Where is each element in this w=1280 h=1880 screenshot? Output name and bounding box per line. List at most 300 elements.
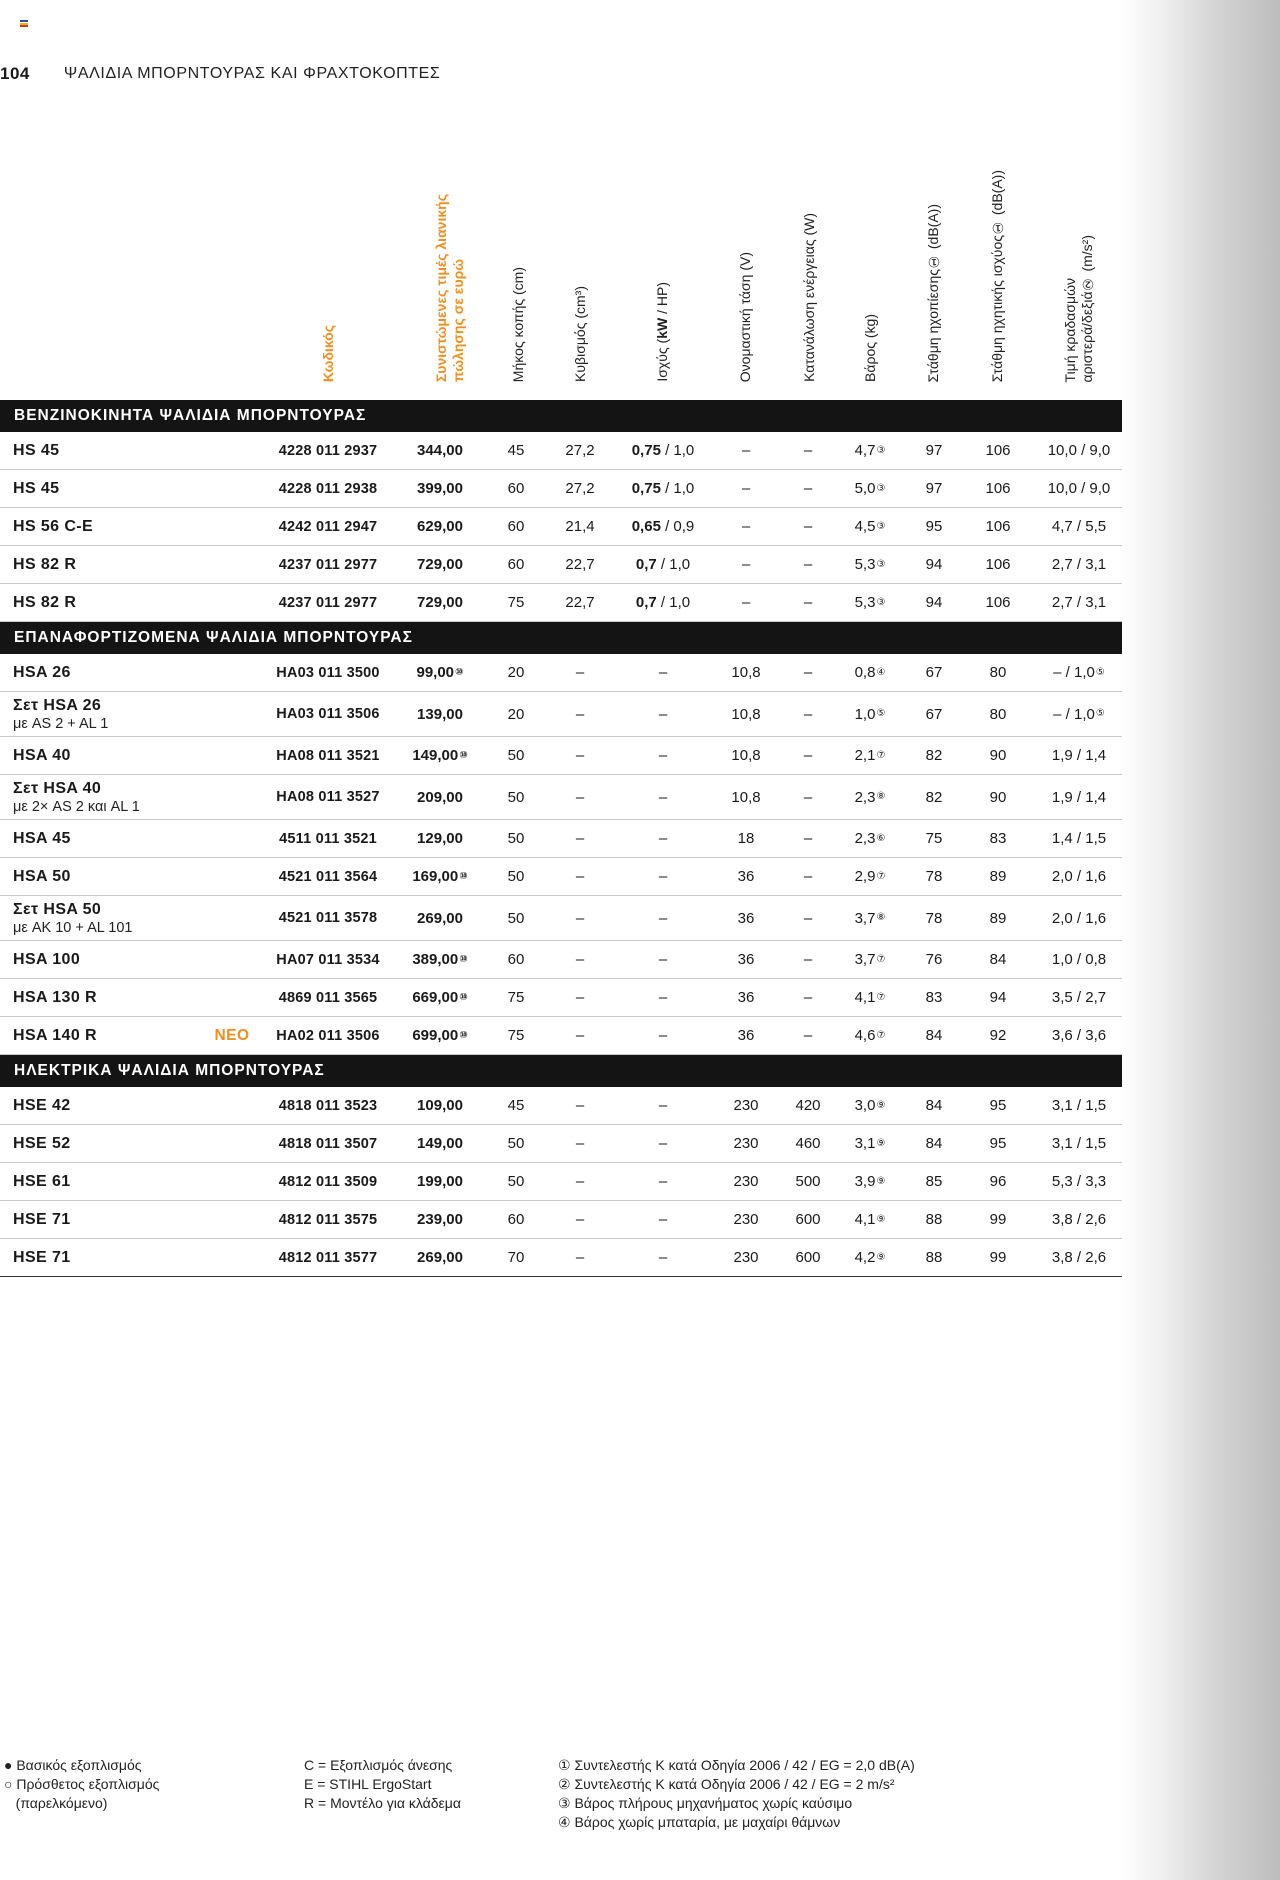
- power-kw: 0,75: [631, 480, 661, 497]
- power-cell: [618, 1201, 708, 1238]
- footer-legend-letters: [304, 1756, 461, 1813]
- vibration-value: 10,0 / 9,0: [1047, 442, 1111, 459]
- model-name: Σετ HSA 40: [13, 779, 102, 797]
- footnote: ③ Βάρος πλήρους μηχανήματος χωρίς καύσιμο: [558, 1795, 853, 1811]
- vibration-value: 1,4 / 1,5: [1051, 830, 1107, 847]
- model-cell: [13, 1163, 71, 1200]
- weight-cell: 3,9 ⑨: [854, 1173, 886, 1190]
- vibration-cell: [1034, 737, 1124, 774]
- power-hp: –: [658, 909, 668, 927]
- rated-voltage: –: [741, 556, 751, 573]
- cutting-length: 60: [507, 1211, 525, 1228]
- sound-pressure: 84: [925, 1135, 943, 1152]
- vibration-value: 1,0 / 0,8: [1051, 951, 1107, 968]
- column-header-vib: [1046, 130, 1112, 382]
- rated-voltage: 230: [733, 1249, 759, 1266]
- power-consumption: –: [803, 442, 813, 459]
- price-value: 149,00: [417, 1135, 463, 1152]
- vibration-cell: [1034, 820, 1124, 857]
- vibration-value: 2,0 / 1,6: [1051, 909, 1107, 927]
- vibration-value: – / 1,0: [1053, 664, 1095, 681]
- model-name: HSA 26: [13, 663, 71, 681]
- model-cell: [13, 775, 140, 819]
- weight-value: 4,5: [854, 518, 876, 535]
- displacement: –: [575, 705, 585, 723]
- power-kw: 0,7: [635, 556, 657, 573]
- sound-pressure: 97: [925, 442, 943, 459]
- column-header-wt: [850, 130, 890, 382]
- vibration-value: 2,0 / 1,6: [1051, 868, 1107, 885]
- vibration-value: 1,9 / 1,4: [1051, 788, 1107, 806]
- vibration-value: 2,7 / 3,1: [1051, 556, 1107, 573]
- model-cell: [13, 820, 71, 857]
- sound-power: 99: [989, 1249, 1007, 1266]
- table-row: [0, 1163, 1122, 1201]
- weight-cell: 3,7 ⑦: [854, 951, 886, 968]
- displacement: 27,2: [565, 480, 595, 497]
- column-header-label: Στάθμη ηχητικής ισχύος① (dB(A)): [988, 169, 1005, 382]
- column-header-label: Κωδικός: [319, 324, 336, 382]
- product-code: 4242 011 2947: [278, 518, 378, 535]
- sound-power: 95: [989, 1097, 1007, 1114]
- sound-power: 90: [989, 747, 1007, 764]
- weight-cell: 2,3 ⑥: [854, 830, 886, 847]
- model-name: HSA 130 R: [13, 988, 97, 1006]
- model-name: HSE 71: [13, 1210, 71, 1228]
- power-consumption: –: [803, 480, 813, 497]
- rated-voltage: 18: [737, 830, 755, 847]
- weight-cell: 5,3 ③: [854, 594, 886, 611]
- model-cell: [13, 896, 133, 940]
- price-value: 149,00: [412, 747, 459, 764]
- model-cell: [13, 1017, 97, 1054]
- power-kw: 0,75: [631, 442, 661, 459]
- product-code: 4818 011 3523: [278, 1097, 378, 1114]
- vibration-cell: [1034, 775, 1124, 819]
- weight-cell: 3,0 ⑨: [854, 1097, 886, 1114]
- vibration-cell: [1034, 508, 1124, 545]
- weight-value: 4,1: [854, 1211, 876, 1228]
- table-row: [0, 584, 1122, 622]
- column-header-price: [420, 130, 480, 382]
- price-cell: [400, 508, 480, 545]
- price-value: 139,00: [417, 705, 463, 723]
- rated-voltage: 230: [733, 1173, 759, 1190]
- sound-power: 89: [989, 868, 1007, 885]
- model-name: HSE 42: [13, 1096, 71, 1114]
- weight-value: 0,8: [854, 664, 876, 681]
- price-cell: 149,00 ⑩: [412, 747, 468, 764]
- power-hp: –: [658, 1249, 668, 1266]
- model-cell: [13, 1087, 71, 1124]
- power-cell: [618, 1239, 708, 1276]
- table-row: [0, 737, 1122, 775]
- table-row: [0, 470, 1122, 508]
- price-value: 699,00: [412, 1027, 459, 1044]
- sound-pressure: 83: [925, 989, 943, 1006]
- price-value: 169,00: [412, 868, 459, 885]
- model-name: Σετ HSA 26: [13, 696, 102, 714]
- power-cell: [618, 508, 708, 545]
- page-title: ΨΑΛΙΔΙΑ ΜΠΟΡΝΤΟΥΡΑΣ ΚΑΙ ΦΡΑΧΤΟΚΟΠΤΕΣ: [63, 65, 441, 82]
- product-code: HA03 011 3506: [276, 706, 380, 722]
- weight-cell: 4,6 ⑦: [854, 1027, 886, 1044]
- price-cell: [400, 1163, 480, 1200]
- vibration-cell: [1034, 584, 1124, 621]
- vibration-cell: [1034, 1163, 1124, 1200]
- cutting-length: 50: [507, 788, 525, 806]
- section-header: ΕΠΑΝΑΦΟΡΤΙΖΟΜΕΝΑ ΨΑΛΙΔΙΑ ΜΠΟΡΝΤΟΥΡΑΣ: [0, 622, 1122, 654]
- table-row: [0, 1201, 1122, 1239]
- power-consumption: 600: [795, 1249, 821, 1266]
- product-code: 4812 011 3575: [278, 1211, 378, 1228]
- rated-voltage: 10,8: [731, 705, 761, 723]
- rated-voltage: 10,8: [731, 664, 761, 681]
- cutting-length: 75: [507, 1027, 525, 1044]
- price-cell: 699,00 ⑩: [412, 1027, 468, 1044]
- sound-pressure: 94: [925, 556, 943, 573]
- price-value: 239,00: [417, 1211, 463, 1228]
- price-cell: [400, 896, 480, 940]
- model-cell: [13, 1239, 71, 1276]
- sound-pressure: 78: [925, 868, 943, 885]
- weight-cell: 4,1 ⑨: [854, 1211, 886, 1228]
- price-cell: [400, 1087, 480, 1124]
- model-cell: [13, 1201, 71, 1238]
- weight-cell: 5,0 ③: [854, 480, 886, 497]
- power-hp: –: [658, 788, 668, 806]
- model-cell: [13, 737, 71, 774]
- page-edge-shadow: [1120, 0, 1280, 1880]
- sound-pressure: 84: [925, 1027, 943, 1044]
- sound-pressure: 82: [925, 747, 943, 764]
- displacement: –: [575, 1027, 585, 1044]
- vibration-cell: [1034, 896, 1124, 940]
- model-name: HSA 100: [13, 950, 81, 968]
- power-cell: [618, 584, 708, 621]
- power-consumption: –: [803, 556, 813, 573]
- cutting-length: 50: [507, 1135, 525, 1152]
- footer-legend-line: ● Βασικός εξοπλισμός: [4, 1757, 142, 1773]
- weight-value: 3,0: [854, 1097, 876, 1114]
- cutting-length: 50: [507, 747, 525, 764]
- footnote: ① Συντελεστής K κατά Οδηγία 2006 / 42 / EG = 2,0 dB(A): [558, 1757, 915, 1773]
- power-consumption: –: [803, 909, 813, 927]
- weight-value: 1,0: [854, 705, 876, 723]
- cutting-length: 70: [507, 1249, 525, 1266]
- power-consumption: –: [803, 1027, 813, 1044]
- model-name: HS 82 R: [13, 555, 77, 573]
- table-row: [0, 820, 1122, 858]
- power-hp: –: [658, 951, 668, 968]
- weight-value: 2,3: [854, 788, 876, 806]
- displacement: 21,4: [565, 518, 595, 535]
- power-consumption: 500: [795, 1173, 821, 1190]
- weight-cell: 4,2 ⑨: [854, 1249, 886, 1266]
- sound-pressure: 82: [925, 788, 943, 806]
- price-value: 129,00: [417, 830, 463, 847]
- column-header-label: Ονομαστική τάση (V): [736, 251, 753, 382]
- cutting-length: 45: [507, 442, 525, 459]
- model-cell: [13, 692, 108, 736]
- table-row: [0, 941, 1122, 979]
- product-code: HA08 011 3527: [276, 789, 380, 805]
- displacement: –: [575, 1173, 585, 1190]
- model-name: HSE 71: [13, 1248, 71, 1266]
- power-cell: [618, 737, 708, 774]
- section-header: ΒΕΝΖΙΝΟΚΙΝΗΤΑ ΨΑΛΙΔΙΑ ΜΠΟΡΝΤΟΥΡΑΣ: [0, 400, 1122, 432]
- cutting-length: 60: [507, 518, 525, 535]
- price-value: 99,00: [416, 664, 455, 681]
- table-row: [0, 896, 1122, 941]
- power-cell: [618, 858, 708, 895]
- rated-voltage: 36: [737, 868, 755, 885]
- table-row: [0, 1087, 1122, 1125]
- sound-power: 106: [985, 594, 1011, 611]
- power-hp: –: [658, 705, 668, 723]
- sound-pressure: 84: [925, 1097, 943, 1114]
- weight-cell: 4,5 ③: [854, 518, 886, 535]
- power-cell: [618, 1087, 708, 1124]
- product-code: HA07 011 3534: [276, 951, 380, 968]
- vibration-cell: [1034, 1239, 1124, 1276]
- power-consumption: –: [803, 594, 813, 611]
- cutting-length: 60: [507, 556, 525, 573]
- vibration-cell: [1034, 979, 1124, 1016]
- price-value: 389,00: [412, 951, 459, 968]
- model-cell: [13, 470, 59, 507]
- product-code: 4818 011 3507: [278, 1135, 378, 1152]
- rated-voltage: –: [741, 442, 751, 459]
- power-consumption: –: [803, 951, 813, 968]
- sound-pressure: 67: [925, 664, 943, 681]
- footer-legend-line: (παρελκόμενο): [4, 1795, 108, 1811]
- weight-value: 3,9: [854, 1173, 876, 1190]
- column-header-volt: [722, 130, 768, 382]
- rated-voltage: 230: [733, 1211, 759, 1228]
- sound-power: 83: [989, 830, 1007, 847]
- power-cell: [618, 692, 708, 736]
- displacement: 27,2: [565, 442, 595, 459]
- cutting-length: 20: [507, 664, 525, 681]
- column-header-label: Κατανάλωση ενέργειας (W): [800, 213, 817, 382]
- rated-voltage: 36: [737, 989, 755, 1006]
- power-hp: / 0,9: [660, 518, 695, 535]
- power-consumption: –: [803, 747, 813, 764]
- weight-value: 3,1: [854, 1135, 876, 1152]
- price-cell: [400, 546, 480, 583]
- model-name: HSA 50: [13, 867, 71, 885]
- table-row: [0, 979, 1122, 1017]
- weight-value: 2,1: [854, 747, 876, 764]
- weight-cell: 3,1 ⑨: [854, 1135, 886, 1152]
- model-name: HSE 61: [13, 1172, 71, 1190]
- vibration-cell: [1034, 432, 1124, 469]
- power-hp: / 1,0: [660, 442, 695, 459]
- weight-cell: 4,1 ⑦: [854, 989, 886, 1006]
- price-cell: [400, 820, 480, 857]
- product-code: 4511 011 3521: [279, 830, 377, 847]
- model-cell: [13, 1125, 71, 1162]
- sound-power: 106: [985, 480, 1011, 497]
- table-row: [0, 1239, 1122, 1277]
- vibration-cell: – / 1,0 ⑤: [1053, 664, 1105, 681]
- vibration-cell: [1034, 470, 1124, 507]
- weight-value: 5,3: [854, 594, 876, 611]
- power-cell: [618, 654, 708, 691]
- price-cell: [400, 584, 480, 621]
- cutting-length: 50: [507, 909, 525, 927]
- model-name: HSA 45: [13, 829, 71, 847]
- vibration-value: 5,3 / 3,3: [1051, 1173, 1107, 1190]
- vibration-cell: [1034, 1201, 1124, 1238]
- table-row: [0, 858, 1122, 896]
- vibration-cell: [1034, 546, 1124, 583]
- power-hp: –: [658, 1211, 668, 1228]
- column-header-label: Στάθμη ηχοπίεσης① (dB(A)): [924, 203, 941, 382]
- displacement: –: [575, 951, 585, 968]
- displacement: –: [575, 1249, 585, 1266]
- model-cell: [13, 941, 80, 978]
- price-value: 399,00: [417, 480, 463, 497]
- sound-power: 89: [989, 909, 1007, 927]
- weight-cell: 3,7 ⑧: [854, 909, 886, 927]
- weight-cell: 2,9 ⑦: [854, 868, 886, 885]
- power-cell: [618, 775, 708, 819]
- weight-value: 2,3: [854, 830, 876, 847]
- power-cell: [618, 546, 708, 583]
- table-row: [0, 508, 1122, 546]
- displacement: –: [575, 830, 585, 847]
- cutting-length: 75: [507, 989, 525, 1006]
- table-row: [0, 1017, 1122, 1055]
- power-consumption: –: [803, 518, 813, 535]
- sound-pressure: 94: [925, 594, 943, 611]
- sound-pressure: 88: [925, 1211, 943, 1228]
- weight-value: 2,9: [854, 868, 876, 885]
- footnote: ④ Βάρος χωρίς μπαταρία, με μαχαίρι θάμνων: [558, 1814, 841, 1830]
- sound-power: 92: [989, 1027, 1007, 1044]
- table-row: [0, 546, 1122, 584]
- vibration-value: 2,7 / 3,1: [1051, 594, 1107, 611]
- cutting-length: 50: [507, 868, 525, 885]
- price-cell: [400, 1239, 480, 1276]
- vibration-cell: [1034, 858, 1124, 895]
- sound-power: 96: [989, 1173, 1007, 1190]
- vibration-value: 3,8 / 2,6: [1051, 1211, 1107, 1228]
- vibration-cell: [1034, 1125, 1124, 1162]
- cutting-length: 45: [507, 1097, 525, 1114]
- price-cell: [400, 775, 480, 819]
- cutting-length: 20: [507, 705, 525, 723]
- product-code: 4237 011 2977: [278, 594, 378, 611]
- vibration-value: 3,1 / 1,5: [1051, 1135, 1107, 1152]
- model-subtitle: με 2× AS 2 και AL 1: [13, 798, 140, 815]
- price-cell: 389,00 ⑩: [412, 951, 468, 968]
- price-value: 629,00: [417, 518, 463, 535]
- weight-value: 5,3: [854, 556, 876, 573]
- displacement: –: [575, 747, 585, 764]
- vibration-cell: [1034, 1017, 1124, 1054]
- weight-cell: 2,3 ⑧: [854, 788, 886, 806]
- power-cell: [618, 941, 708, 978]
- power-consumption: 600: [795, 1211, 821, 1228]
- column-header-label: Βάρος (kg): [861, 314, 878, 382]
- column-header-label: Κυβισμός (cm³): [571, 286, 588, 382]
- product-code: 4812 011 3509: [278, 1173, 378, 1190]
- model-name: HS 45: [13, 441, 60, 459]
- model-name: HSE 52: [13, 1134, 71, 1152]
- power-cell: [618, 470, 708, 507]
- product-code: 4521 011 3564: [278, 868, 378, 885]
- weight-value: 4,2: [854, 1249, 876, 1266]
- price-cell: [400, 1201, 480, 1238]
- price-cell: 669,00 ⑩: [412, 989, 468, 1006]
- column-header-label: Μήκος κοπής (cm): [509, 266, 526, 382]
- model-cell: [13, 654, 71, 691]
- sound-pressure: 95: [925, 518, 943, 535]
- power-hp: –: [658, 830, 668, 847]
- power-hp: / 1,0: [660, 480, 695, 497]
- column-header-label: Ισχύς (kW / HP): [653, 282, 670, 382]
- power-cell: [618, 896, 708, 940]
- displacement: –: [575, 989, 585, 1006]
- weight-cell: 2,1 ⑦: [854, 747, 886, 764]
- power-cell: [618, 1125, 708, 1162]
- rated-voltage: –: [741, 518, 751, 535]
- power-kw: 0,7: [635, 594, 657, 611]
- vibration-value: 1,9 / 1,4: [1051, 747, 1107, 764]
- table-row: [0, 775, 1122, 820]
- model-cell: [13, 432, 59, 469]
- rated-voltage: 230: [733, 1097, 759, 1114]
- sound-pressure: 76: [925, 951, 943, 968]
- weight-value: 4,6: [854, 1027, 876, 1044]
- weight-cell: 4,7 ③: [854, 442, 886, 459]
- sound-power: 99: [989, 1211, 1007, 1228]
- cutting-length: 75: [507, 594, 525, 611]
- column-header-pow: [642, 130, 682, 382]
- model-subtitle: με AS 2 + AL 1: [13, 715, 109, 732]
- model-cell: [13, 546, 76, 583]
- power-cell: [618, 1017, 708, 1054]
- vibration-cell: [1034, 1087, 1124, 1124]
- sound-power: 84: [989, 951, 1007, 968]
- power-cell: [618, 1163, 708, 1200]
- column-header-label: Τιμή κραδασμών αριστερά/δεξιά② (m/s²): [1062, 234, 1095, 382]
- cutting-length: 50: [507, 830, 525, 847]
- product-code: 4228 011 2937: [278, 442, 378, 459]
- displacement: –: [575, 868, 585, 885]
- price-value: 344,00: [417, 442, 463, 459]
- model-name: HS 56 C-E: [13, 517, 94, 535]
- product-code: 4521 011 3578: [278, 910, 378, 926]
- table-row: [0, 1125, 1122, 1163]
- weight-value: 5,0: [854, 480, 876, 497]
- footer-legend-line: C = Εξοπλισμός άνεσης: [304, 1757, 453, 1773]
- model-name: HS 82 R: [13, 593, 77, 611]
- product-code: 4812 011 3577: [278, 1249, 378, 1266]
- model-cell: [13, 584, 76, 621]
- footer-legend-line: R = Μοντέλο για κλάδεμα: [304, 1795, 461, 1811]
- sound-power: 90: [989, 788, 1007, 806]
- sound-power: 80: [989, 664, 1007, 681]
- vibration-value: 3,1 / 1,5: [1051, 1097, 1107, 1114]
- rated-voltage: 36: [737, 951, 755, 968]
- price-value: 269,00: [417, 1249, 463, 1266]
- sound-pressure: 67: [925, 705, 943, 723]
- sound-pressure: 78: [925, 909, 943, 927]
